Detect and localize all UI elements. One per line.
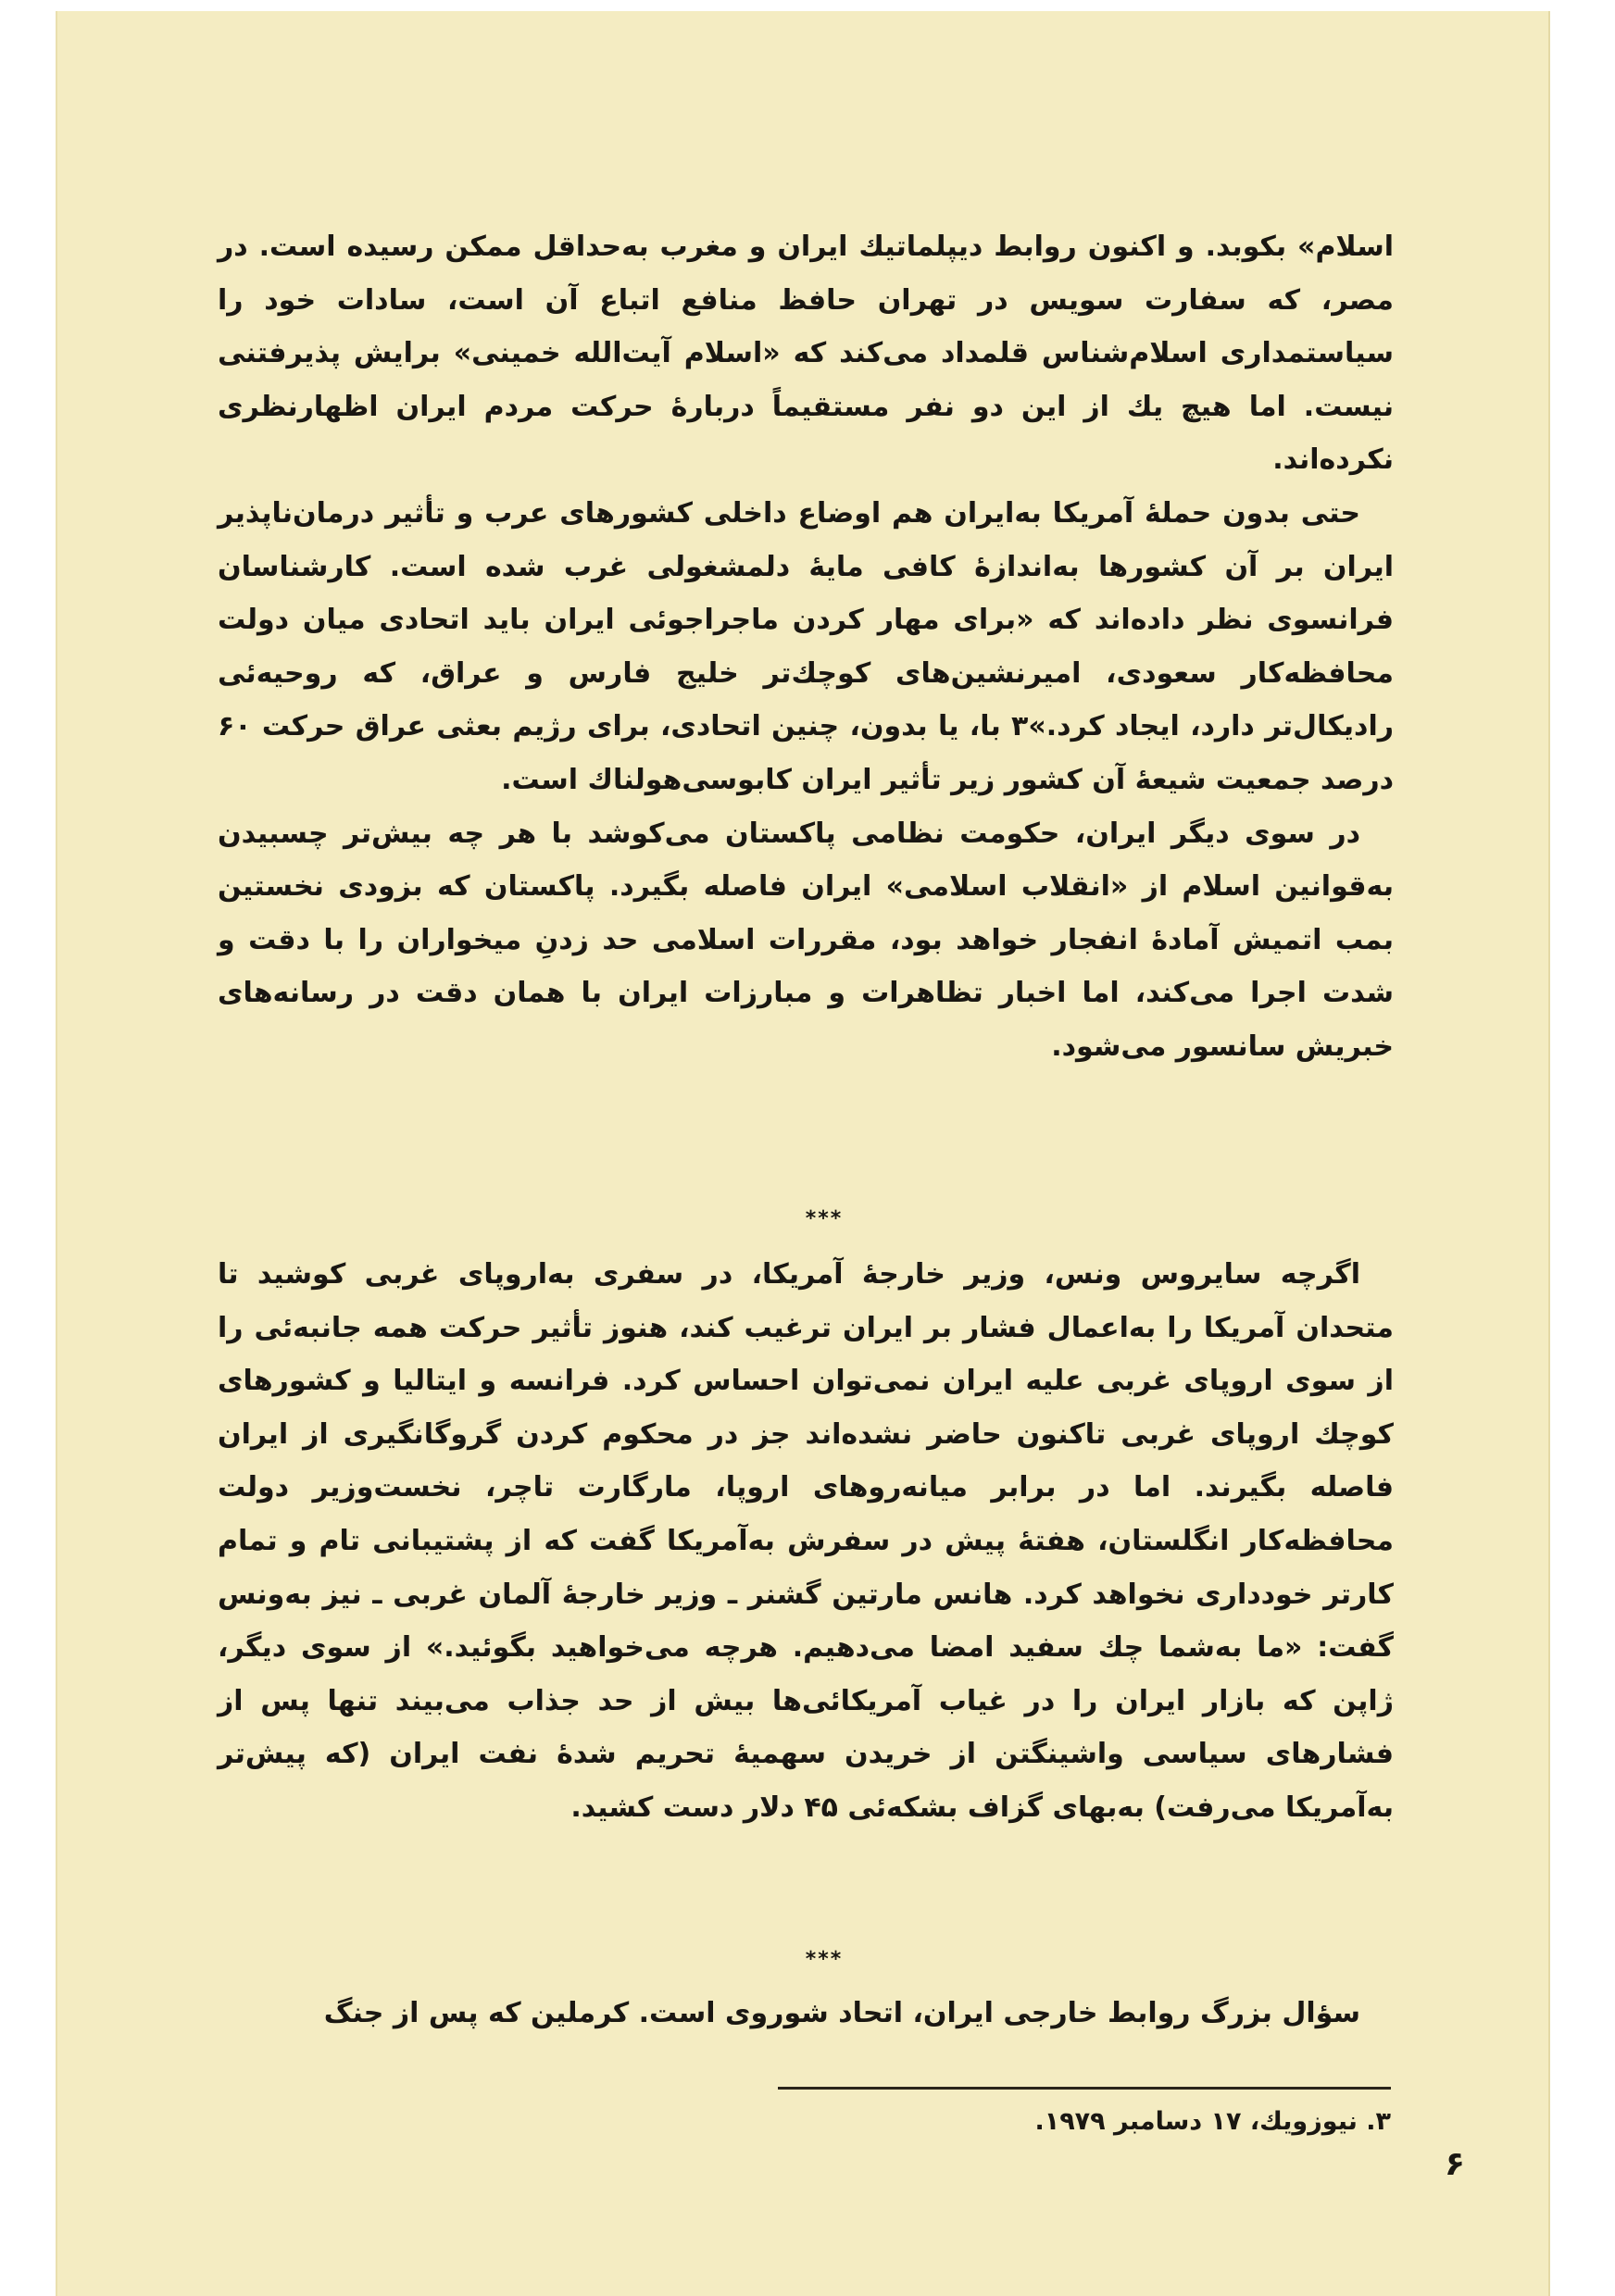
- paragraph-1: اسلام» بکوبد. و اکنون روابط دیپلماتیك ایران و مغرب به‌حداقل ممکن رسیده است. در مصر، که سفارت سویس در تهران حافظ منافع اتباع آن است، سادات خود را سیاستمداری اسلام‌شناس قلمداد می‌کند که «اسلام آیت‌الله خمینی» برایش پذیرفتنی نیست. اما هیچ یك از این دو نفر مستقیماً دربارهٔ حرکت مردم ایران اظهارنظری نکرده‌اند.: [218, 231, 1394, 477]
- body-section-1: [218, 220, 1394, 1074]
- paragraph-2: حتی بدون حملهٔ آمریکا به‌ایران هم اوضاع داخلی کشورهای عرب و تأثیر درمان‌ناپذیر ایران بر آن کشورها به‌اندازهٔ کافی مایهٔ دلمشغولی غرب شده است. کارشناسان فرانسوی نظر داده‌اند که «برای مهار کردن ماجراجوئی ایران باید اتحادی میان دولت محافظه‌کار سعودی، امیرنشین‌های کوچك‌تر خلیج فارس و عراق، که روحیه‌ئی رادیکال‌تر دارد، ایجاد کرد.»۳ با، یا بدون، چنین اتحادی، برای رژیم بعثی عراق حرکت ۶۰ درصد جمعیت شیعهٔ آن کشور زیر تأثیر ایران کابوسی‌هولناك است.: [218, 496, 1394, 796]
- page-number: ۶: [1445, 2145, 1465, 2183]
- footnote: ۳. نیوزویك، ۱۷ دسامبر ۱۹۷۹.: [1034, 2107, 1391, 2136]
- document-page: [56, 11, 1550, 2296]
- paragraph-3: در سوی دیگر ایران، حکومت نظامی پاکستان می‌کوشد با هر چه بیش‌تر چسبیدن به‌قوانین اسلام از «انقلاب اسلامی» ایران فاصله بگیرد. پاکستان که بزودی نخستین بمب اتمیش آمادهٔ انفجار خواهد بود، مقررات اسلامی حد زدنِ میخواران را با دقت و شدت اجرا می‌کند، اما اخبار تظاهرات و مبارزات ایران با همان دقت در رسانه‌های خبریش سانسور می‌شود.: [218, 817, 1394, 1063]
- body-section-3: [218, 1987, 1394, 2040]
- section-separator: ***: [805, 1948, 844, 1971]
- paragraph-5: سؤال بزرگ روابط خارجی ایران، اتحاد شوروی است. کرملین که پس از جنگ: [323, 1997, 1360, 2029]
- section-separator: ***: [805, 1207, 844, 1230]
- body-section-2: [218, 1248, 1394, 1835]
- paragraph-4: اگرچه سایروس ونس، وزیر خارجهٔ آمریکا، در سفری به‌اروپای غربی کوشید تا متحدان آمریکا را به‌اعمال فشار بر ایران ترغیب کند، هنوز تأثیر حرکت همه جانبه‌ئی را از سوی اروپای غربی علیه ایران نمی‌توان احساس کرد. فرانسه و ایتالیا و کشورهای کوچك اروپای غربی تاکنون حاضر نشده‌اند جز در محکوم کردن گروگانگیری از ایران فاصله بگیرند. اما در برابر میانه‌روهای اروپا، مارگارت تاچر، نخست‌وزیر دولت محافظه‌کار انگلستان، هفتهٔ پیش در سفرش به‌آمریکا گفت که از پشتیبانی تام و تمام کارتر خودداری نخواهد کرد. هانس مارتین گشنر ـ وزیر خارجهٔ آلمان غربی ـ نیز به‌ونس گفت: «ما به‌شما چك سفید امضا می‌دهیم. هرچه می‌خواهید بگوئید.» از سوی دیگر، ژاپن که بازار ایران را در غیاب آمریکائی‌ها بیش از حد جذاب می‌بیند تنها پس از فشارهای سیاسی واشینگتن از خریدن سهمیهٔ تحریم شدهٔ نفت ایران (که پیش‌تر به‌آمریکا می‌رفت) به‌بهای گزاف بشکه‌ئی ۴۵ دلار دست کشید.: [218, 1258, 1394, 1824]
- footnote-divider: [778, 2087, 1391, 2090]
